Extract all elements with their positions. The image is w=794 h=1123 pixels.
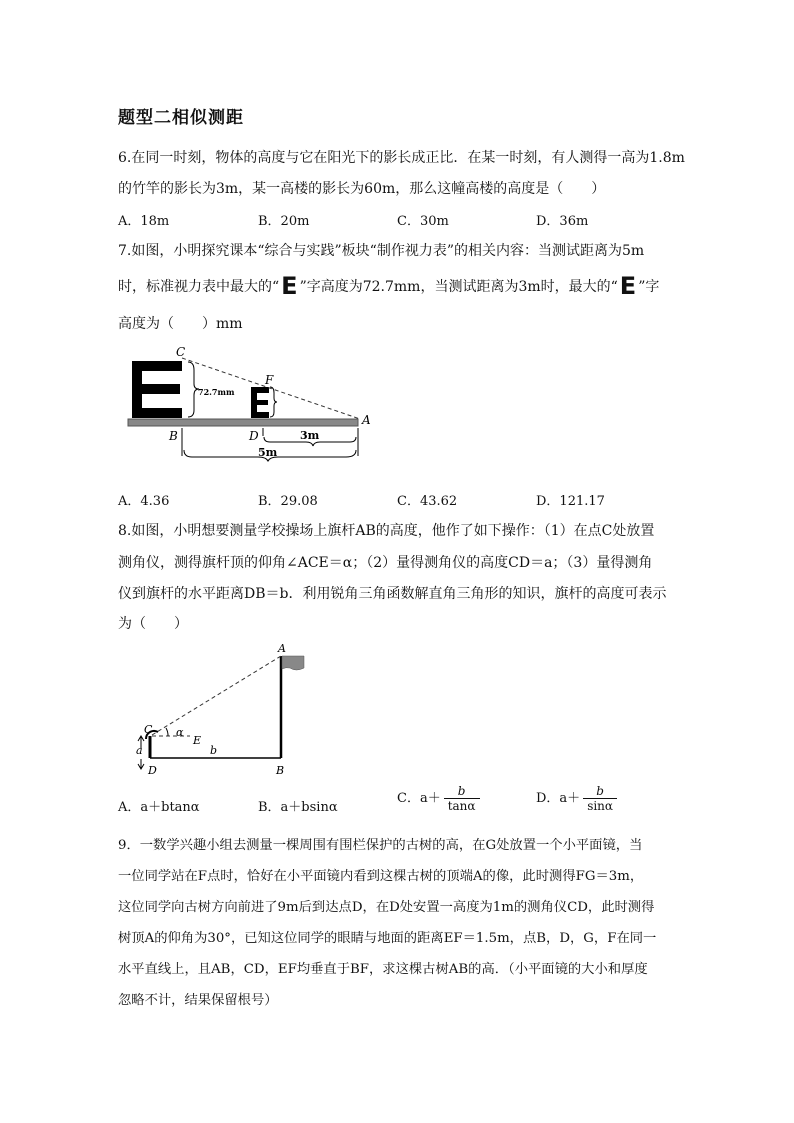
- q7-option-d: D．121.17: [536, 494, 605, 509]
- q7-line-2-part-b: ”字高度为72.7mm，当测试距离为3m时，最大的“: [299, 279, 618, 295]
- q7-line-3: 高度为（ ）mm: [118, 316, 243, 332]
- label-d: D: [148, 764, 157, 777]
- q8-option-b: B．a＋bsinα: [258, 800, 338, 815]
- q8-line-3: 仪到旗杆的水平距离DB＝b．利用锐角三角函数解直角三角形的知识，旗杆的高度可表示: [118, 586, 667, 602]
- q8-line-2: 测角仪，测得旗杆顶的仰角∠ACE＝α；（2）量得测角仪的高度CD＝a；（3）量得测角: [118, 555, 653, 571]
- fraction-c-denominator: tanα: [447, 799, 476, 813]
- section-title: 题型二相似测距: [118, 108, 244, 128]
- q6-option-b: B．20m: [258, 214, 310, 229]
- q6-option-a: A．18m: [118, 214, 170, 229]
- q7-option-c: C．43.62: [397, 494, 458, 509]
- q9-line-3: 这位同学向古树方向前进了9m后到达点D，在D处安置一高度为1m的测角仪CD，此时测得: [118, 900, 655, 915]
- q7-line-2-part-c: ”字: [638, 279, 660, 295]
- q6-line-1: 6.在同一时刻，物体的高度与它在阳光下的影长成正比．在某一时刻，有人测得一高为1.8m: [118, 150, 685, 166]
- q7-option-a: A．4.36: [118, 494, 170, 509]
- label-b: B: [276, 764, 285, 777]
- q9-line-5: 水平直线上，且AB，CD，EF均垂直于BF，求这棵古树AB的高．（小平面镜的大小和厚度: [118, 962, 648, 977]
- fraction-d: [583, 784, 617, 813]
- flag: [282, 656, 304, 670]
- q8-option-c: [397, 784, 480, 813]
- label-b-dist: b: [210, 744, 218, 757]
- label-a: A: [362, 413, 371, 427]
- label-e: E: [193, 734, 202, 747]
- height-label: 72.7mm: [198, 387, 235, 397]
- label-a-height: a: [136, 744, 143, 757]
- fraction-d-numerator: b: [583, 784, 617, 799]
- q6-option-c: C．30m: [397, 214, 449, 229]
- angle-arc: [166, 728, 168, 736]
- q6-option-d: D．36m: [536, 214, 589, 229]
- fraction-c-numerator: b: [444, 784, 480, 799]
- small-brace: [270, 387, 277, 417]
- label-c: C: [144, 723, 153, 736]
- q7-option-b: B．29.08: [258, 494, 318, 509]
- label-b: B: [169, 429, 178, 443]
- small-e-figure: [251, 387, 269, 418]
- q7-figure: [118, 340, 378, 470]
- dist-5m-label: 5m: [258, 446, 278, 459]
- q8-line-1: 8.如图，小明想要测量学校操场上旗杆AB的高度，他作了如下操作：（1）在点C处放置: [118, 523, 655, 539]
- q9-line-2: 一位同学站在F点时，恰好在小平面镜内看到这棵古树的顶端A的像，此时测得FG＝3m，: [118, 869, 644, 884]
- ground-bar: [128, 419, 358, 426]
- q8-option-a: A．a＋btanα: [118, 800, 200, 815]
- sight-line-ca: [152, 656, 281, 735]
- dist-3m-label: 3m: [300, 429, 320, 442]
- q6-line-2: 的竹竿的影长为3m，某一高楼的影长为60m，那么这幢高楼的高度是（ ）: [118, 181, 606, 197]
- big-e-symbol-2: E: [619, 272, 637, 300]
- q9-line-1: 9．一数学兴趣小组去测量一棵周围有围栏保护的古树的高，在G处放置一个小平面镜，当: [118, 838, 643, 853]
- label-c: C: [176, 345, 186, 359]
- q9-line-4: 树顶A的仰角为30°，已知这位同学的眼睛与地面的距离EF＝1.5m，点B，D，G，F在同一: [118, 931, 657, 946]
- q7-line-2: [118, 272, 659, 300]
- fraction-d-denominator: sinα: [587, 799, 614, 813]
- fraction-c: [444, 784, 480, 813]
- big-e-figure: [132, 361, 182, 418]
- q7-line-1: 7.如图，小明探究课本“综合与实践”板块“制作视力表”的相关内容：当测试距离为5m: [118, 243, 645, 259]
- q8-option-d: [536, 784, 617, 813]
- label-alpha: α: [176, 726, 184, 739]
- label-d: D: [249, 429, 259, 443]
- q8-figure: [118, 638, 358, 783]
- q8-line-4: 为（ ）: [118, 616, 188, 632]
- label-a: A: [278, 642, 286, 655]
- big-e-symbol: E: [281, 272, 298, 300]
- label-f: F: [265, 373, 274, 387]
- q9-line-6: 忽略不计，结果保留根号）: [118, 993, 278, 1008]
- q7-line-2-part-a: 时，标准视力表中最大的“: [118, 279, 280, 295]
- q8-option-d-prefix: D．a＋: [536, 791, 581, 806]
- q8-option-c-prefix: C．a＋: [397, 791, 441, 806]
